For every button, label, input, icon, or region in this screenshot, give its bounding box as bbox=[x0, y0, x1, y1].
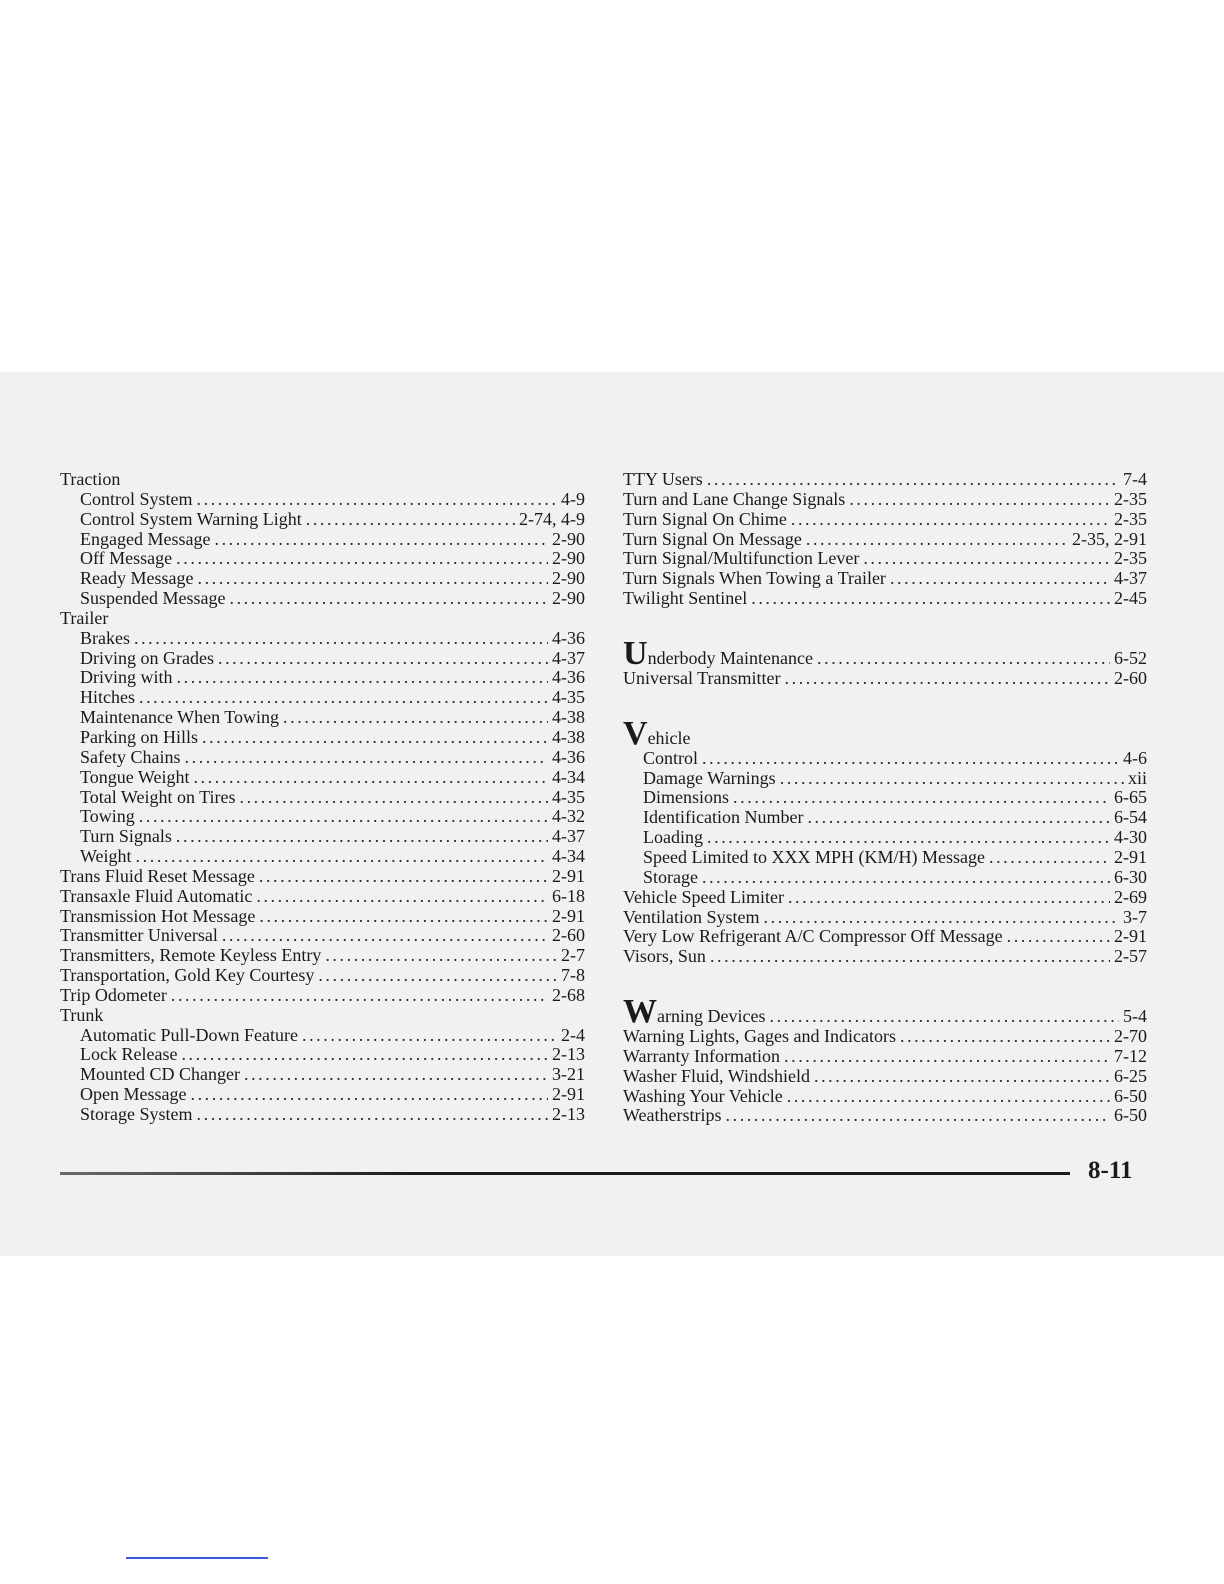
dot-leader bbox=[325, 946, 557, 966]
dot-leader bbox=[751, 589, 1110, 609]
index-entry-vehicle-speed-limiter bbox=[623, 888, 1147, 908]
dot-leader bbox=[197, 569, 548, 589]
dot-leader bbox=[181, 1045, 548, 1065]
entry-label bbox=[623, 993, 766, 1031]
entry-page-ref: 2-91 bbox=[552, 905, 585, 926]
index-entry-control-system bbox=[60, 490, 585, 510]
entry-label: Very Low Refrigerant A/C Compressor Off Message bbox=[623, 926, 1003, 947]
index-entry-speed-limited-to-xxx-mph-km-h-message bbox=[623, 848, 1147, 868]
index-entry-weatherstrips bbox=[623, 1106, 1147, 1126]
index-entry-washer-fluid-windshield bbox=[623, 1067, 1147, 1087]
entry-label: Tongue Weight bbox=[80, 766, 190, 787]
bottom-underline bbox=[126, 1557, 268, 1559]
entry-page-ref: 4-35 bbox=[552, 786, 585, 807]
entry-page-ref: 2-68 bbox=[552, 984, 585, 1005]
section-gap bbox=[623, 609, 1147, 631]
dot-leader bbox=[769, 1007, 1119, 1027]
entry-label: Driving on Grades bbox=[80, 647, 214, 668]
entry-label: Turn Signal On Chime bbox=[623, 508, 787, 529]
entry-page-ref: 4-30 bbox=[1114, 827, 1147, 848]
dot-leader bbox=[863, 549, 1110, 569]
dot-leader bbox=[989, 848, 1110, 868]
index-entry-universal-transmitter bbox=[623, 669, 1147, 689]
index-entry-parking-on-hills bbox=[60, 728, 585, 748]
index-heading-traction: Traction bbox=[60, 469, 121, 489]
section-gap bbox=[623, 967, 1147, 989]
dot-leader bbox=[707, 828, 1110, 848]
page-number: 8-11 bbox=[1088, 1157, 1133, 1184]
entry-page-ref: 4-35 bbox=[552, 687, 585, 708]
dot-leader bbox=[780, 769, 1124, 789]
index-entry-ventilation-system bbox=[623, 908, 1147, 928]
entry-label: Total Weight on Tires bbox=[80, 786, 236, 807]
index-entry-safety-chains bbox=[60, 748, 585, 768]
entry-label: Loading bbox=[643, 827, 703, 848]
entry-label bbox=[623, 634, 813, 672]
entry-page-ref: 6-18 bbox=[552, 885, 585, 906]
index-entry-turn-signals bbox=[60, 827, 585, 847]
index-entry-twilight-sentinel bbox=[623, 589, 1147, 609]
index-entry-storage bbox=[623, 868, 1147, 888]
entry-label: Mounted CD Changer bbox=[80, 1064, 240, 1085]
entry-label: Speed Limited to XXX MPH (KM/H) Message bbox=[643, 846, 985, 867]
index-entry-brakes bbox=[60, 629, 585, 649]
dot-leader bbox=[787, 1087, 1110, 1107]
index-entry-damage-warnings bbox=[623, 769, 1147, 789]
entry-page-ref: xii bbox=[1127, 767, 1147, 788]
dot-leader bbox=[849, 490, 1110, 510]
entry-page-ref: 4-9 bbox=[561, 488, 585, 509]
dot-leader bbox=[202, 728, 548, 748]
entry-page-ref: 4-37 bbox=[1114, 568, 1147, 589]
index-entry-transaxle-fluid-automatic bbox=[60, 887, 585, 907]
entry-label: Open Message bbox=[80, 1084, 187, 1105]
dot-leader bbox=[702, 749, 1119, 769]
entry-page-ref: 2-70 bbox=[1114, 1026, 1147, 1047]
dot-leader bbox=[229, 589, 548, 609]
dot-leader bbox=[785, 669, 1111, 689]
entry-label: Ventilation System bbox=[623, 906, 760, 927]
section-initial-letter: W bbox=[623, 993, 657, 1031]
index-entry-identification-number bbox=[623, 808, 1147, 828]
entry-page-ref: 2-69 bbox=[1114, 886, 1147, 907]
entry-page-ref: 3-7 bbox=[1123, 906, 1147, 927]
index-entry-trans-fluid-reset-message bbox=[60, 867, 585, 887]
entry-page-ref: 2-74, 4-9 bbox=[519, 508, 585, 529]
dot-leader bbox=[177, 668, 549, 688]
dot-leader bbox=[134, 629, 548, 649]
dot-leader bbox=[214, 530, 548, 550]
entry-label: Safety Chains bbox=[80, 746, 181, 767]
index-entry-control bbox=[623, 749, 1147, 769]
dot-leader bbox=[890, 569, 1110, 589]
entry-page-ref: 2-91 bbox=[552, 865, 585, 886]
entry-label: Turn Signals When Towing a Trailer bbox=[623, 568, 886, 589]
entry-label: Lock Release bbox=[80, 1044, 178, 1065]
entry-label: Trans Fluid Reset Message bbox=[60, 865, 255, 886]
index-entry-ready-message bbox=[60, 569, 585, 589]
index-entry-loading bbox=[623, 828, 1147, 848]
index-heading-trailer: Trailer bbox=[60, 607, 109, 628]
entry-label: Turn Signals bbox=[80, 826, 172, 847]
entry-label: Control bbox=[643, 747, 699, 768]
entry-page-ref: 6-52 bbox=[1114, 648, 1147, 669]
entry-label: Suspended Message bbox=[80, 588, 226, 609]
entry-label: Turn and Lane Change Signals bbox=[623, 488, 846, 509]
index-heading-trunk: Trunk bbox=[60, 1004, 104, 1025]
index-entry-open-message bbox=[60, 1085, 585, 1105]
dot-leader bbox=[136, 847, 548, 867]
section-gap bbox=[623, 689, 1147, 711]
dot-leader bbox=[733, 788, 1110, 808]
entry-page-ref: 7-8 bbox=[561, 965, 585, 986]
dot-leader bbox=[139, 688, 548, 708]
entry-page-ref: 6-30 bbox=[1114, 866, 1147, 887]
entry-label: Hitches bbox=[80, 687, 135, 708]
dot-leader bbox=[806, 530, 1068, 550]
index-entry-dimensions bbox=[623, 788, 1147, 808]
index-entry-automatic-pull-down-feature bbox=[60, 1026, 585, 1046]
entry-page-ref: 4-32 bbox=[552, 806, 585, 827]
index-entry-turn-signal-on-message bbox=[623, 530, 1147, 550]
index-entry-weight bbox=[60, 847, 585, 867]
index-entry-transmission-hot-message bbox=[60, 907, 585, 927]
index-entry-visors-sun bbox=[623, 947, 1147, 967]
index-entry-control-system-warning-light bbox=[60, 510, 585, 530]
index-entry-towing bbox=[60, 807, 585, 827]
index-entry-maintenance-when-towing bbox=[60, 708, 585, 728]
entry-label: Washer Fluid, Windshield bbox=[623, 1065, 810, 1086]
entry-label: Warranty Information bbox=[623, 1045, 780, 1066]
dot-leader bbox=[710, 947, 1110, 967]
entry-page-ref: 5-4 bbox=[1123, 1006, 1147, 1027]
entry-label: Transmission Hot Message bbox=[60, 905, 256, 926]
entry-page-ref: 2-13 bbox=[552, 1104, 585, 1124]
entry-label: Twilight Sentinel bbox=[623, 588, 748, 609]
entry-page-ref: 4-34 bbox=[552, 766, 585, 787]
index-entry-transportation-gold-key-courtesy bbox=[60, 966, 585, 986]
entry-label: Transportation, Gold Key Courtesy bbox=[60, 965, 315, 986]
entry-label: Trip Odometer bbox=[60, 984, 167, 1005]
entry-page-ref: 2-60 bbox=[552, 925, 585, 946]
entry-label: Weight bbox=[80, 846, 132, 867]
index-entry-very-low-refrigerant-a-c-compressor-off-message bbox=[623, 927, 1147, 947]
entry-page-ref: 2-45 bbox=[1114, 588, 1147, 609]
entry-label: Control System Warning Light bbox=[80, 508, 302, 529]
dot-leader bbox=[256, 887, 548, 907]
index-entry-turn-signal-multifunction-lever bbox=[623, 549, 1147, 569]
index-entry-washing-your-vehicle bbox=[623, 1087, 1147, 1107]
dot-leader bbox=[222, 926, 548, 946]
dot-leader bbox=[702, 868, 1110, 888]
entry-label: Transaxle Fluid Automatic bbox=[60, 885, 253, 906]
index-entry-mounted-cd-changer bbox=[60, 1065, 585, 1085]
index-entry-suspended-message bbox=[60, 589, 585, 609]
entry-page-ref: 4-38 bbox=[552, 707, 585, 728]
dot-leader bbox=[244, 1065, 548, 1085]
entry-page-ref: 2-35, 2-91 bbox=[1072, 528, 1147, 549]
index-entry-warning-lights-gages-and-indicators bbox=[623, 1027, 1147, 1047]
entry-page-ref: 2-90 bbox=[552, 548, 585, 569]
entry-page-ref: 2-90 bbox=[552, 588, 585, 609]
entry-page-ref: 7-12 bbox=[1114, 1045, 1147, 1066]
entry-label: Ready Message bbox=[80, 568, 194, 589]
entry-label-text: nderbody Maintenance bbox=[647, 647, 813, 668]
index-entry-tty-users bbox=[623, 470, 1147, 490]
entry-page-ref: 4-6 bbox=[1123, 747, 1147, 768]
index-entry-driving-with bbox=[60, 668, 585, 688]
index-entry-hitches bbox=[60, 688, 585, 708]
entry-page-ref: 4-37 bbox=[552, 647, 585, 668]
entry-label: Storage bbox=[643, 866, 698, 887]
entry-label: TTY Users bbox=[623, 469, 703, 489]
dot-leader bbox=[197, 490, 557, 510]
dot-leader bbox=[1007, 927, 1110, 947]
entry-page-ref: 6-25 bbox=[1114, 1065, 1147, 1086]
entry-page-ref: 4-36 bbox=[552, 667, 585, 688]
index-entry-underbody-maintenance bbox=[623, 631, 1147, 672]
entry-page-ref: 2-57 bbox=[1114, 946, 1147, 967]
index-entry-engaged-message bbox=[60, 530, 585, 550]
entry-label: Parking on Hills bbox=[80, 726, 199, 747]
dot-leader bbox=[764, 908, 1120, 928]
entry-label: Visors, Sun bbox=[623, 946, 706, 967]
entry-page-ref: 2-7 bbox=[561, 945, 585, 966]
index-entry-total-weight-on-tires bbox=[60, 788, 585, 808]
section-initial-letter: V bbox=[623, 714, 648, 752]
index-entry-tongue-weight bbox=[60, 768, 585, 788]
dot-leader bbox=[302, 1026, 557, 1046]
index-section-heading-v bbox=[623, 711, 1147, 752]
entry-page-ref: 2-4 bbox=[561, 1024, 585, 1045]
index-entry-storage-system bbox=[60, 1105, 585, 1125]
index-entry-lock-release bbox=[60, 1045, 585, 1065]
index-column-right bbox=[623, 470, 1147, 1126]
dot-leader bbox=[807, 808, 1110, 828]
dot-leader bbox=[814, 1067, 1110, 1087]
entry-label: Towing bbox=[80, 806, 135, 827]
entry-label: Transmitter Universal bbox=[60, 925, 218, 946]
dot-leader bbox=[726, 1106, 1110, 1126]
section-heading-text: ehicle bbox=[647, 727, 691, 748]
entry-page-ref: 6-54 bbox=[1114, 807, 1147, 828]
index-column-left bbox=[60, 470, 585, 1125]
entry-page-ref: 2-35 bbox=[1114, 488, 1147, 509]
dot-leader bbox=[139, 807, 548, 827]
entry-page-ref: 2-13 bbox=[552, 1044, 585, 1065]
entry-label: Driving with bbox=[80, 667, 173, 688]
index-entry-trip-odometer bbox=[60, 986, 585, 1006]
entry-page-ref: 2-90 bbox=[552, 568, 585, 589]
dot-leader bbox=[176, 549, 548, 569]
entry-label: Engaged Message bbox=[80, 528, 211, 549]
entry-page-ref: 6-50 bbox=[1114, 1105, 1147, 1126]
dot-leader bbox=[218, 649, 548, 669]
entry-label: Washing Your Vehicle bbox=[623, 1085, 783, 1106]
dot-leader bbox=[190, 1085, 548, 1105]
entry-page-ref: 2-35 bbox=[1114, 508, 1147, 529]
entry-page-ref: 4-36 bbox=[552, 746, 585, 767]
index-entry-off-message bbox=[60, 549, 585, 569]
dot-leader bbox=[193, 768, 548, 788]
entry-page-ref: 6-50 bbox=[1114, 1085, 1147, 1106]
entry-label: Automatic Pull-Down Feature bbox=[80, 1024, 298, 1045]
entry-label: Warning Lights, Gages and Indicators bbox=[623, 1026, 896, 1047]
entry-page-ref: 2-91 bbox=[1114, 926, 1147, 947]
dot-leader bbox=[197, 1105, 549, 1125]
entry-page-ref: 3-21 bbox=[552, 1064, 585, 1085]
index-entry-driving-on-grades bbox=[60, 649, 585, 669]
dot-leader bbox=[784, 1047, 1110, 1067]
entry-page-ref: 4-34 bbox=[552, 846, 585, 867]
index-entry-turn-signals-when-towing-a-trailer bbox=[623, 569, 1147, 589]
entry-label: Universal Transmitter bbox=[623, 667, 781, 688]
dot-leader bbox=[707, 470, 1119, 490]
entry-label: Brakes bbox=[80, 627, 130, 648]
entry-page-ref: 6-65 bbox=[1114, 787, 1147, 808]
entry-label: Identification Number bbox=[643, 807, 804, 828]
index-entry-warranty-information bbox=[623, 1047, 1147, 1067]
entry-page-ref: 2-35 bbox=[1114, 548, 1147, 569]
entry-page-ref: 2-91 bbox=[1114, 846, 1147, 867]
entry-label: Damage Warnings bbox=[643, 767, 776, 788]
index-entry-transmitter-universal bbox=[60, 926, 585, 946]
dot-leader bbox=[259, 907, 548, 927]
entry-label: Off Message bbox=[80, 548, 173, 569]
entry-label: Turn Signal On Message bbox=[623, 528, 802, 549]
dot-leader bbox=[259, 867, 548, 887]
entry-page-ref: 2-91 bbox=[552, 1084, 585, 1105]
dot-leader bbox=[171, 986, 548, 1006]
entry-label: Maintenance When Towing bbox=[80, 707, 280, 728]
dot-leader bbox=[900, 1027, 1110, 1047]
entry-page-ref: 7-4 bbox=[1123, 469, 1147, 489]
dot-leader bbox=[283, 708, 548, 728]
entry-page-ref: 4-36 bbox=[552, 627, 585, 648]
index-entry-turn-signal-on-chime bbox=[623, 510, 1147, 530]
entry-page-ref: 4-37 bbox=[552, 826, 585, 847]
dot-leader bbox=[176, 827, 548, 847]
entry-page-ref: 2-90 bbox=[552, 528, 585, 549]
entry-label: Transmitters, Remote Keyless Entry bbox=[60, 945, 322, 966]
dot-leader bbox=[306, 510, 515, 530]
dot-leader bbox=[185, 748, 549, 768]
entry-label: Turn Signal/Multifunction Lever bbox=[623, 548, 860, 569]
dot-leader bbox=[791, 510, 1110, 530]
index-entry-transmitters-remote-keyless-entry bbox=[60, 946, 585, 966]
entry-label: Dimensions bbox=[643, 787, 730, 808]
dot-leader bbox=[239, 788, 548, 808]
entry-page-ref: 4-38 bbox=[552, 726, 585, 747]
entry-page-ref: 2-60 bbox=[1114, 667, 1147, 688]
dot-leader bbox=[788, 888, 1110, 908]
dot-leader bbox=[817, 649, 1110, 669]
entry-label: Storage System bbox=[80, 1104, 193, 1124]
entry-label: Vehicle Speed Limiter bbox=[623, 886, 784, 907]
index-entry-warning-devices bbox=[623, 989, 1147, 1031]
footer-rule bbox=[60, 1172, 1070, 1175]
entry-label: Weatherstrips bbox=[623, 1105, 722, 1126]
section-initial-letter: U bbox=[623, 634, 648, 672]
entry-label: Control System bbox=[80, 488, 193, 509]
dot-leader bbox=[318, 966, 557, 986]
entry-label-text: arning Devices bbox=[657, 1006, 766, 1027]
index-entry-turn-and-lane-change-signals bbox=[623, 490, 1147, 510]
